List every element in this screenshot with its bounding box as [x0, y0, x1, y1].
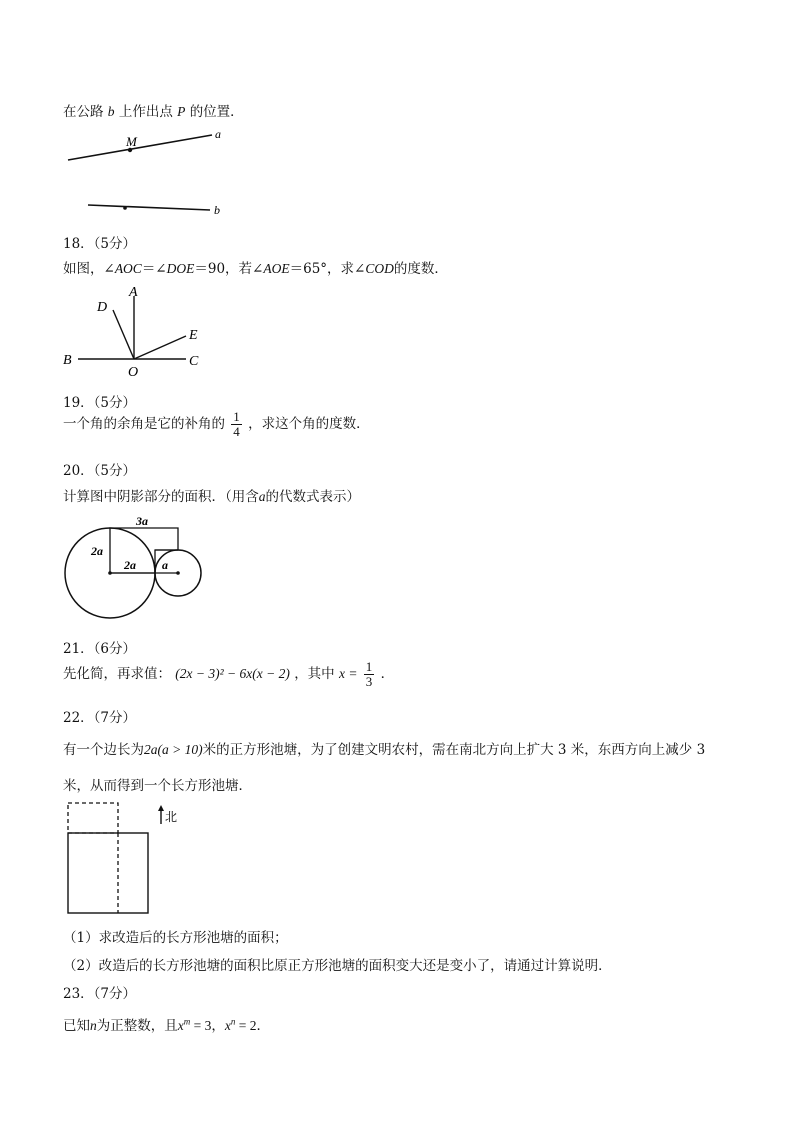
q22-part2: （2）改造后的长方形池塘的面积比原正方形池塘的面积变大还是变小了，请通过计算说明． [63, 958, 612, 974]
q21-expression: (2x − 3)² − 6x(x − 2) [175, 666, 290, 681]
q21-statement: 先化简，再求值： (2x − 3)² − 6x(x − 2) ，其中 x = $\frac{1}{3}$ ． [63, 659, 395, 689]
label-a-point: A [129, 285, 138, 300]
q20-header: 20．（5分） [63, 463, 137, 479]
q19-header: 19．（5分） [63, 395, 137, 411]
label-e: E [189, 328, 198, 343]
q23-header: 23．（7分） [63, 986, 137, 1002]
q20-statement: 计算图中阴影部分的面积．（用含a的代数式表示） [63, 489, 360, 505]
q22-part1: （1）求改造后的长方形池塘的面积； [63, 930, 288, 946]
q18-header: 18．（5分） [63, 236, 137, 252]
q22-statement-line1: 有一个边长为2a(a > 10)米的正方形池塘，为了创建文明农村，需在南北方向上扩大 3 米，东西方向上减少 3 [63, 742, 706, 758]
pond-diagram [60, 800, 190, 918]
q21-header: 21．（6分） [63, 641, 137, 657]
label-2a-left: 2a [91, 544, 103, 558]
q22-header: 22．（7分） [63, 710, 137, 726]
label-m: M [126, 134, 137, 149]
label-d: D [97, 300, 108, 315]
q19-statement: 一个角的余角是它的补角的 $\frac{1}{4}$ ，求这个角的度数． [63, 409, 370, 439]
q17-instruction: 在公路 b 上作出点 P 的位置． [63, 104, 244, 120]
road-diagram [60, 126, 240, 221]
fraction-one-quarter: $\frac{1}{4}$ [233, 409, 240, 439]
q22-statement-line2: 米，从而得到一个长方形池塘． [63, 778, 252, 794]
angle-diagram [60, 284, 210, 379]
q23-statement: 已知n为正整数，且$x^m = 3$，$x^n = 2$． [63, 1016, 270, 1034]
q18-statement: 如图，∠AOC＝∠DOE＝90，若∠AOE＝65°，求∠COD的度数． [63, 261, 448, 277]
label-b-point: B [63, 353, 72, 368]
label-c: C [189, 354, 199, 369]
label-a: a [215, 127, 221, 141]
label-o: O [128, 365, 139, 379]
label-a-small: a [162, 558, 168, 572]
north-label: 北 [165, 810, 178, 824]
circles-diagram [60, 512, 210, 624]
label-2a-bottom: 2a [124, 558, 136, 572]
fraction-one-third: $\frac{1}{3}$ [365, 659, 373, 689]
label-b: b [214, 203, 220, 217]
label-3a: 3a [136, 514, 148, 528]
